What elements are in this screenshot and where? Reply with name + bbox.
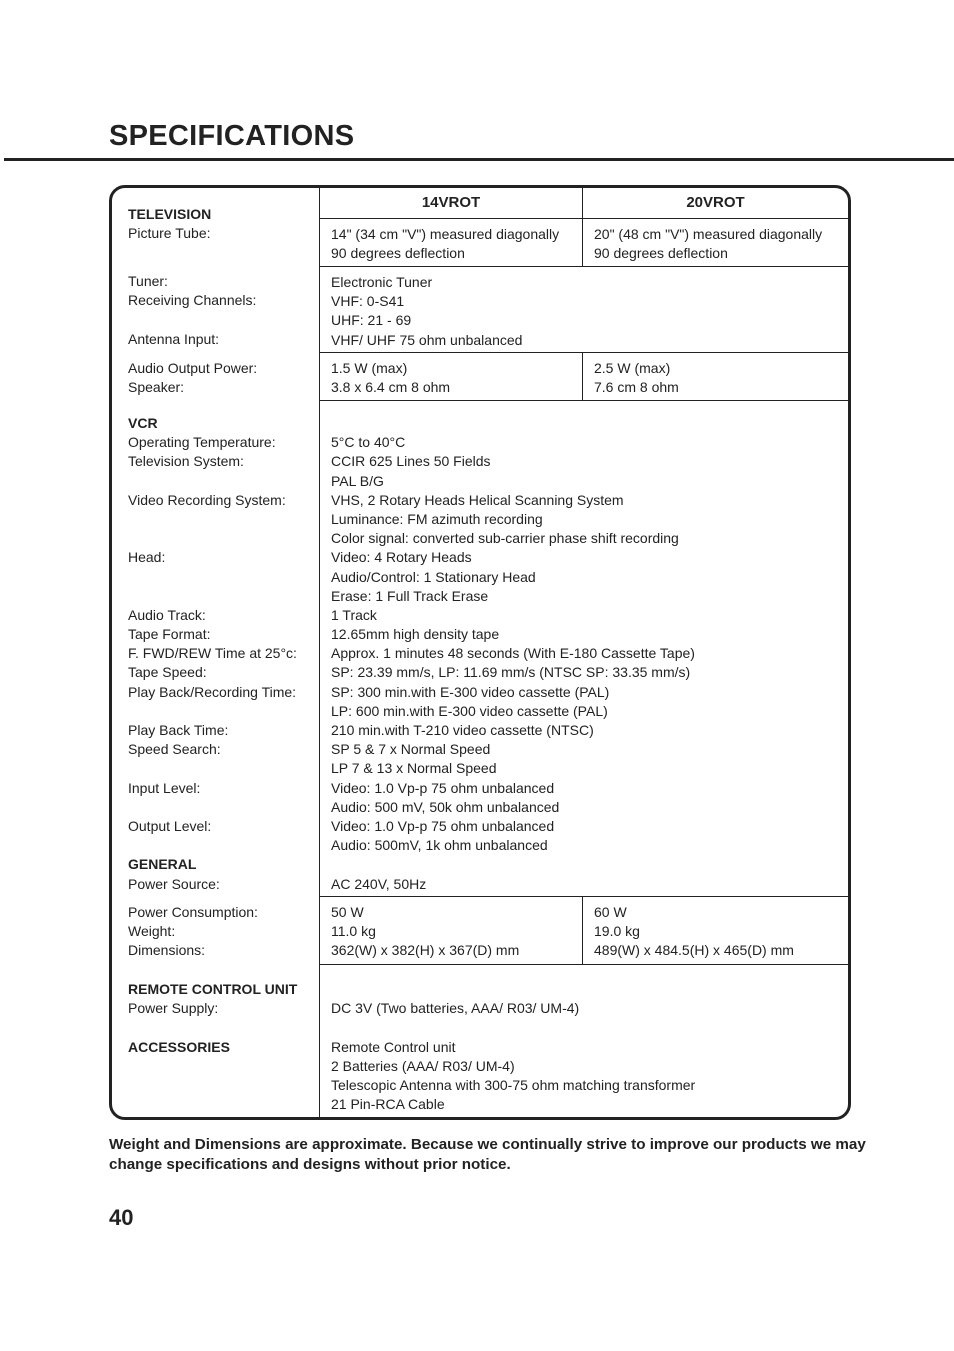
vcr-label-line: VCR — [128, 415, 158, 431]
vcr-label-line — [128, 529, 297, 548]
column-header-14vrot: 14VROT — [421, 194, 481, 211]
vcr-value-line: Erase: 1 Full Track Erase — [331, 587, 489, 604]
disclaimer-note: Weight and Dimensions are approximate. Because we continually strive to improve our products we may change specifications and designs without prior notice. — [109, 1136, 866, 1173]
vcr-value-line: Video: 4 Rotary Heads — [331, 549, 472, 566]
value-picture-tube-20vrot: 20" (48 cm "V") measured diagonally 90 degrees deflection — [594, 226, 823, 262]
vcr-value-line: SP: 300 min.with E-300 video cassette (PAL) — [331, 683, 610, 700]
vcr-value-line: Video: 1.0 Vp-p 75 ohm unbalanced — [331, 779, 555, 796]
vcr-value-line: Audio: 500mV, 1k ohm unbalanced — [331, 837, 548, 854]
vcr-value-line: Video: 1.0 Vp-p 75 ohm unbalanced — [331, 817, 555, 834]
section-heading-television: TELEVISION — [128, 206, 212, 222]
vcr-label-line: Play Back Time: — [128, 722, 229, 738]
row-divider — [319, 964, 848, 965]
vcr-label-line: Television System: — [128, 453, 244, 470]
vcr-label-line: Speed Search: — [128, 741, 221, 758]
vcr-value-line: 12.65mm high density tape — [331, 626, 500, 643]
vcr-value-line: SP: 23.39 mm/s, LP: 11.69 mm/s (NTSC SP: 33.35 mm/s) — [331, 664, 691, 681]
vcr-value-line: 5°C to 40°C — [331, 434, 406, 451]
values-audio-20vrot: 2.5 W (max) 7.6 cm 8 ohm — [594, 360, 679, 396]
label-picture-tube: Picture Tube: — [128, 225, 211, 241]
vcr-label-line — [128, 510, 297, 529]
vcr-label-line: Input Level: — [128, 779, 201, 796]
values-power-14vrot: 50 W 11.0 kg 362(W) x 382(H) x 367(D) mm — [331, 904, 520, 959]
vcr-label-line: Play Back/Recording Time: — [128, 683, 297, 700]
row-divider — [319, 266, 848, 267]
vcr-label-line: Video Recording System: — [128, 491, 286, 508]
values-power-20vrot: 60 W 19.0 kg 489(W) x 484.5(H) x 465(D) mm — [594, 904, 794, 959]
vcr-label-line — [128, 472, 297, 491]
column-header-20vrot: 20VROT — [686, 194, 745, 211]
vcr-value-line — [331, 414, 695, 433]
vcr-label-line — [128, 836, 297, 855]
value-picture-tube-14vrot: 14" (34 cm "V") measured diagonally 90 degrees deflection — [331, 226, 560, 262]
vcr-label-line — [128, 568, 297, 587]
labels-power: Power Consumption: Weight: Dimensions: — [128, 904, 258, 959]
vcr-value-line: Color signal: converted sub-carrier phase shift recording — [331, 530, 679, 547]
vcr-value-line: 210 min.with T-210 video cassette (NTSC) — [331, 722, 594, 738]
vcr-value-line: Audio: 500 mV, 50k ohm unbalanced — [331, 798, 560, 815]
vcr-label-line: GENERAL — [128, 856, 197, 873]
vcr-value-line: VHS, 2 Rotary Heads Helical Scanning System — [331, 491, 624, 508]
vcr-label-line: Audio Track: — [128, 606, 206, 623]
label-column-divider — [319, 188, 320, 1117]
values-remote-accessories: DC 3V (Two batteries, AAA/ R03/ UM-4) Remote Control unit 2 Batteries (AAA/ R03/ UM-4) Telescopic Antenna with 300-75 ohm matching transformer 21 Pin-RCA Cable — [331, 1000, 696, 1113]
vcr-value-line: Audio/Control: 1 Stationary Head — [331, 568, 536, 585]
values-vcr-general — [331, 414, 695, 894]
vcr-value-line: LP: 600 min.with E-300 video cassette (PAL) — [331, 702, 608, 719]
labels-tuner: Tuner: Receiving Channels: Antenna Input: — [128, 273, 257, 347]
vcr-label-line: F. FWD/REW Time at 25°c: — [128, 645, 297, 662]
vcr-label-line — [128, 587, 297, 606]
row-divider — [319, 352, 848, 353]
vcr-value-line: Approx. 1 minutes 48 seconds (With E-180 Cassette Tape) — [331, 645, 695, 662]
vcr-value-line: PAL B/G — [331, 472, 384, 489]
vcr-value-line: CCIR 625 Lines 50 Fields — [331, 453, 491, 470]
vcr-label-line: Tape Format: — [128, 626, 211, 643]
vcr-value-line: 1 Track — [331, 606, 377, 623]
specifications-table — [109, 185, 851, 1120]
vcr-label-line: Tape Speed: — [128, 664, 207, 681]
vcr-label-line — [128, 798, 297, 817]
row-divider — [319, 400, 848, 401]
vcr-value-line: AC 240V, 50Hz — [331, 875, 427, 892]
vcr-label-line: Head: — [128, 549, 166, 566]
vcr-label-line — [128, 702, 297, 721]
labels-remote-accessories: REMOTE CONTROL UNIT Power Supply: ACCESSORIES — [128, 981, 298, 1055]
row-divider — [319, 896, 848, 897]
vcr-value-line — [331, 855, 695, 874]
vcr-label-line: Output Level: — [128, 817, 212, 834]
vcr-label-line: Power Source: — [128, 875, 220, 892]
values-audio-14vrot: 1.5 W (max) 3.8 x 6.4 cm 8 ohm — [331, 360, 451, 396]
model-column-divider-power — [582, 896, 583, 964]
model-column-divider-audio — [582, 352, 583, 400]
values-tuner: Electronic Tuner VHF: 0-S41 UHF: 21 - 69 VHF/ UHF 75 ohm unbalanced — [331, 274, 523, 348]
vcr-label-line — [128, 759, 297, 778]
labels-audio: Audio Output Power: Speaker: — [128, 360, 258, 396]
title-divider — [4, 158, 954, 161]
header-divider — [319, 218, 848, 219]
vcr-label-line: Operating Temperature: — [128, 434, 276, 451]
vcr-value-line: SP 5 & 7 x Normal Speed — [331, 741, 491, 758]
labels-vcr-general — [128, 414, 297, 894]
page-number: 40 — [109, 1205, 134, 1230]
page-title: SPECIFICATIONS — [109, 120, 355, 152]
vcr-value-line: Luminance: FM azimuth recording — [331, 510, 543, 527]
vcr-value-line: LP 7 & 13 x Normal Speed — [331, 760, 497, 777]
